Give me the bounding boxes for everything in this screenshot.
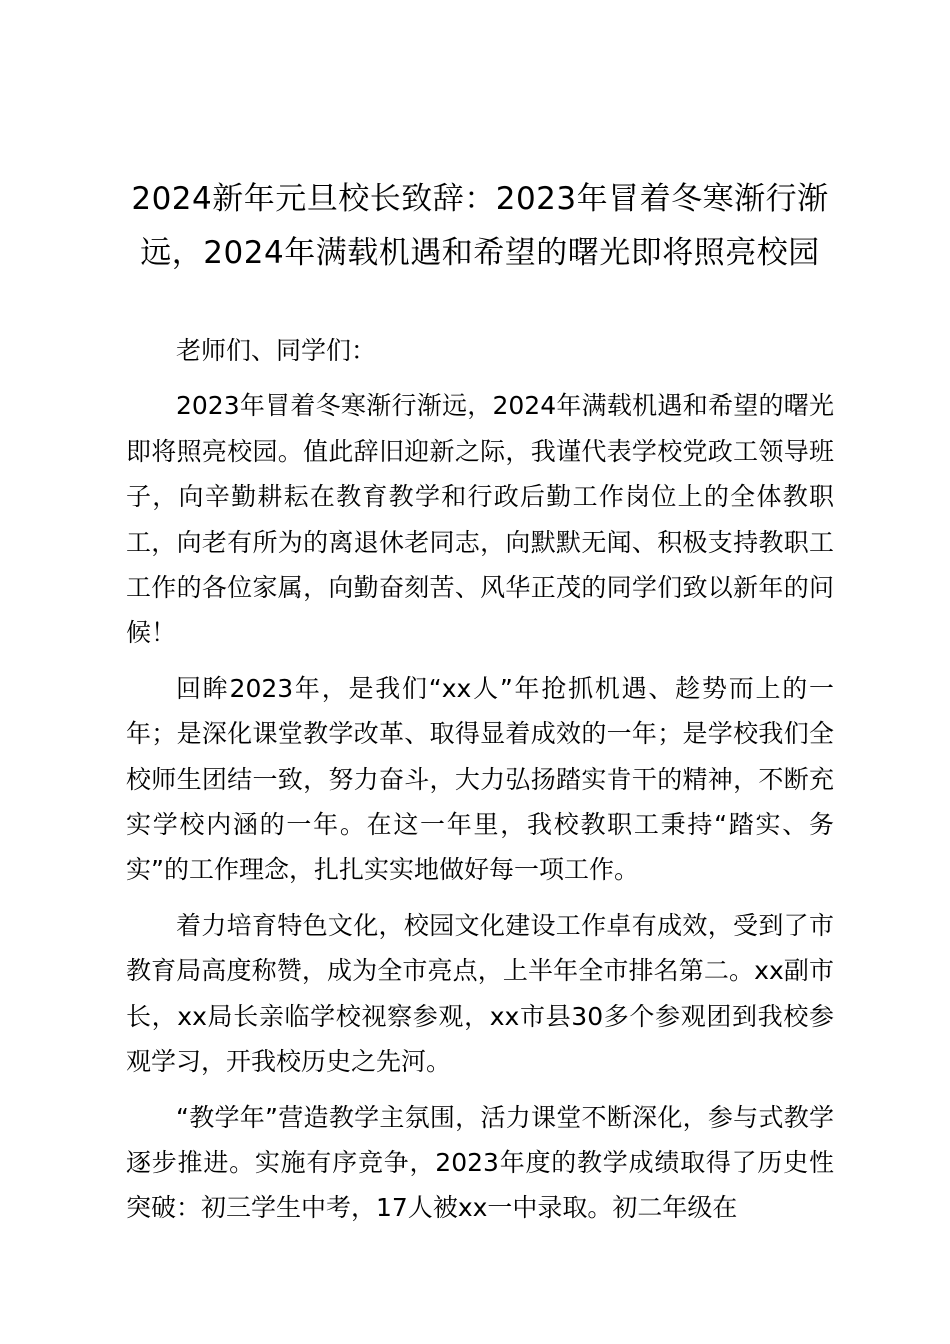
paragraph-teaching-year: “教学年”营造教学主氛围，活力课堂不断深化，参与式教学逐步推进。实施有序竞争，2023年度的教学成绩取得了历史性突破：初三学生中考，17人被xx一中录取。初二年级在 (126, 1102, 834, 1223)
document-body (126, 328, 834, 1241)
paragraph-campus-culture: 着力培育特色文化，校园文化建设工作卓有成效，受到了市教育局高度称赞，成为全市亮点，上半年全市排名第二。xx副市长，xx局长亲临学校视察参观，xx市县30多个参观团到我校参观学习，开我校历史之先河。 (126, 910, 834, 1077)
salutation: 老师们、同学们： (176, 336, 377, 365)
document-title: 2024新年元旦校长致辞：2023年冒着冬寒渐行渐远，2024年满载机遇和希望的曙光即将照亮校园 (131, 181, 829, 271)
paragraph-greeting: 2023年冒着冬寒渐行渐远，2024年满载机遇和希望的曙光即将照亮校园。值此辞旧迎新之际，我谨代表学校党政工领导班子，向辛勤耕耘在教育教学和行政后勤工作岗位上的全体教职工，向老有所为的离退休老同志，向默默无闻、积极支持教职工工作的各位家属，向勤奋刻苦、风华正茂的同学们致以新年的问候！ (126, 391, 834, 648)
paragraph-review-2023: 回眸2023年，是我们“xx人”年抢抓机遇、趁势而上的一年；是深化课堂教学改革、取得显着成效的一年；是学校我们全校师生团结一致，努力奋斗，大力弘扬踏实肯干的精神，不断充实学校内涵的一年。在这一年里，我校教职工秉持“踏实、务实”的工作理念，扎扎实实地做好每一项工作。 (126, 673, 834, 885)
